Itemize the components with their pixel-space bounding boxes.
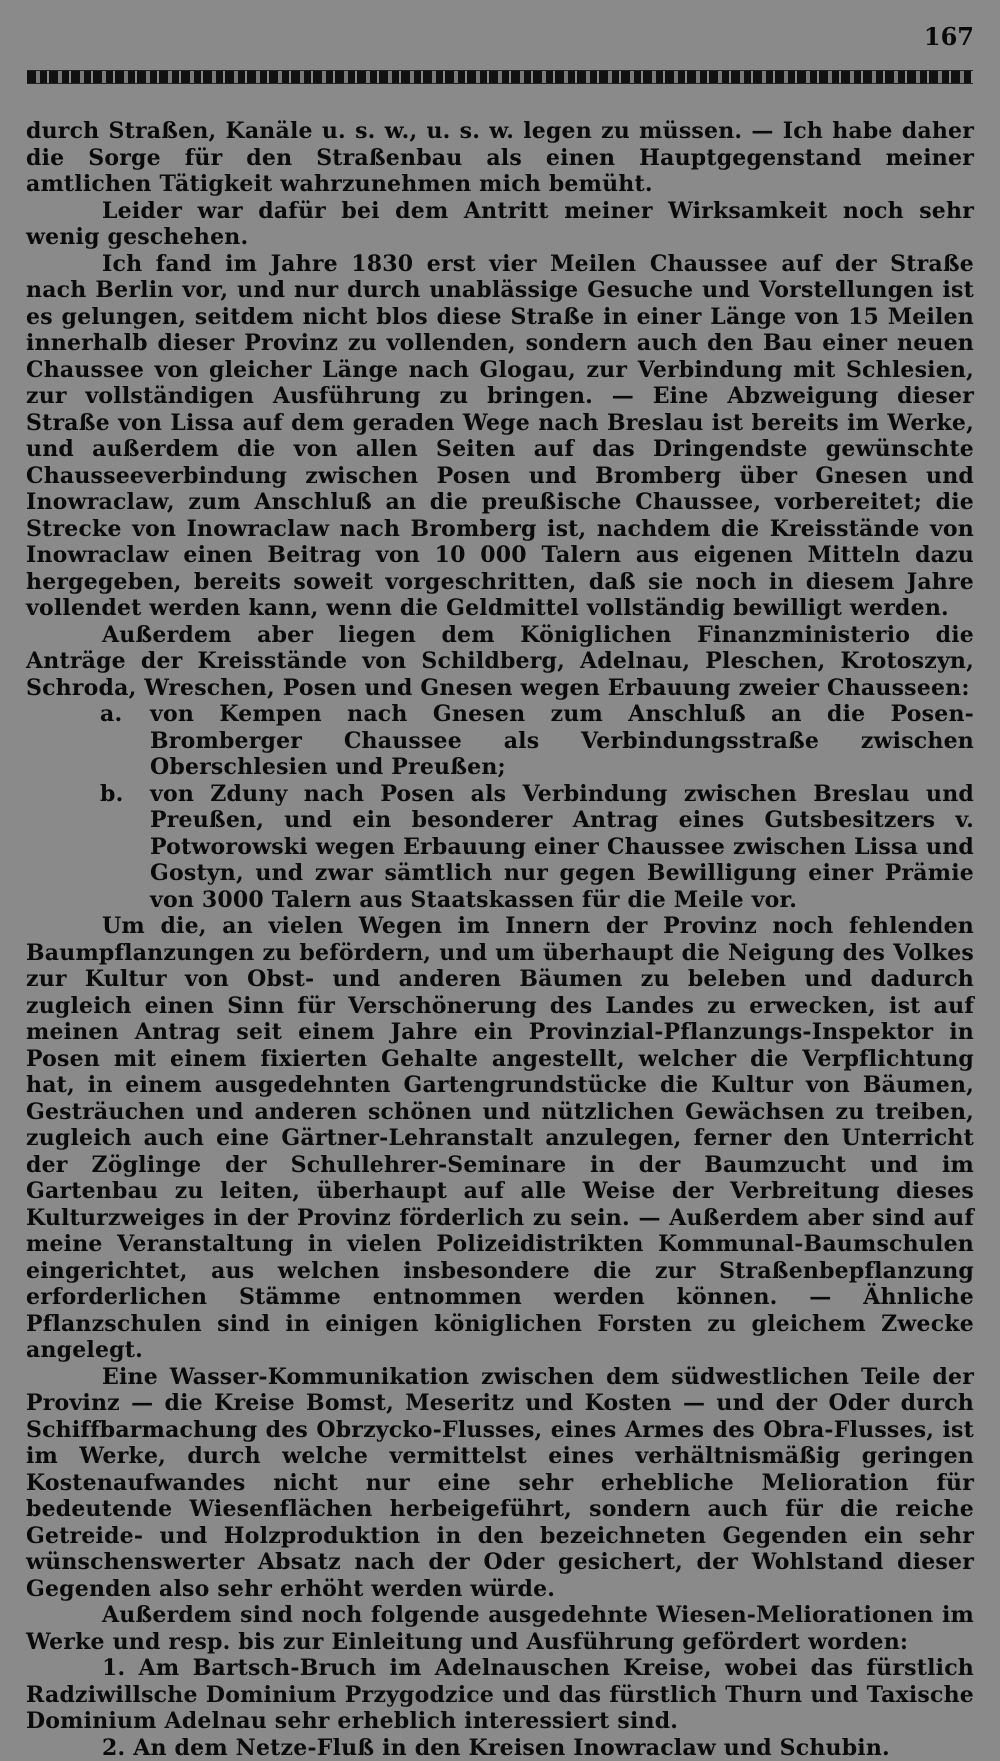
list-marker: a. <box>26 701 150 781</box>
paragraph: Außerdem aber liegen dem Königlichen Finanzministerio die Anträge der Kreisstände von Schildberg, Adelnau, Pleschen, Krotoszyn, Schroda, Wreschen, Posen und Gnesen wegen Erbauung zweier Chausseen: <box>26 622 974 702</box>
list-item <box>26 781 974 914</box>
paragraph: Ich fand im Jahre 1830 erst vier Meilen Chaussee auf der Straße nach Berlin vor, und nur durch unablässige Gesuche und Vorstellungen ist es gelungen, seitdem nicht blos diese Straße in einer Länge von 15 Meilen innerhalb dieser Provinz zu vollenden, sondern auch den Bau einer neuen Chaussee von gleicher Länge nach Glogau, zur Verbindung mit Schlesien, zur vollständigen Ausführung zu bringen. — Eine Abzweigung dieser Straße von Lissa auf dem geraden Wege nach Breslau ist bereits im Werke, und außerdem die von allen Seiten auf das Dringendste gewünschte Chausseeverbindung zwischen Posen und Bromberg über Gnesen und Inowraclaw, zum Anschluß an die preußische Chaussee, vorbereitet; die Strecke von Inowraclaw nach Bromberg ist, nachdem die Kreisstände von Inowraclaw einen Beitrag von 10 000 Talern aus eigenen Mitteln dazu hergegeben, bereits soweit vorgeschritten, daß sie noch in diesem Jahre vollendet werden kann, wenn die Geldmittel vollständig bewilligt werden. <box>26 251 974 622</box>
paragraph: durch Straßen, Kanäle u. s. w., u. s. w. legen zu müssen. — Ich habe daher die Sorge für den Straßenbau als einen Hauptgegenstand meiner amtlichen Tätigkeit wahrzunehmen mich bemüht. <box>26 118 974 198</box>
paragraph: Um die, an vielen Wegen im Innern der Provinz noch fehlenden Baumpflanzungen zu befördern, und um überhaupt die Neigung des Volkes zur Kultur von Obst- und anderen Bäumen zu beleben und dadurch zugleich einen Sinn für Verschönerung des Landes zu erwecken, ist auf meinen Antrag seit einem Jahre ein Provinzial-Pflanzungs-Inspektor in Posen mit einem fixierten Gehalte angestellt, welcher die Verpflichtung hat, in einem ausgedehnten Gartengrundstücke die Kultur von Bäumen, Gesträuchen und anderen schönen und nützlichen Gewächsen zu treiben, zugleich auch eine Gärtner-Lehranstalt anzulegen, ferner den Unterricht der Zöglinge der Schullehrer-Seminare in der Baumzucht und im Gartenbau zu leiten, überhaupt auf alle Weise der Verbreitung dieses Kulturzweiges in der Provinz förderlich zu sein. — Außerdem aber sind auf meine Veranstaltung in vielen Polizeidistrikten Kommunal-Baumschulen eingerichtet, aus welchen insbesondere die zur Straßenbepflanzung erforderlichen Stämme entnommen werden können. — Ähnliche Pflanzschulen sind in einigen königlichen Forsten zu gleichem Zwecke angelegt. <box>26 913 974 1364</box>
list-item-text: von Zduny nach Posen als Verbindung zwischen Breslau und Preußen, und ein besonderer Antrag eines Gutsbesitzers v. Potworowski wegen Erbauung einer Chaussee zwischen Lissa und Gostyn, und zwar sämtlich nur gegen Bewilligung einer Prämie von 3000 Talern aus Staatskassen für die Meile vor. <box>150 781 974 914</box>
body-text <box>26 118 974 1761</box>
list-item-text: von Kempen nach Gnesen zum Anschluß an die Posen-Bromberger Chaussee als Verbindungsstraße zwischen Oberschlesien und Preußen; <box>150 701 974 781</box>
page-number: 167 <box>924 22 974 51</box>
paragraph: Außerdem sind noch folgende ausgedehnte Wiesen-Meliorationen im Werke und resp. bis zur Einleitung und Ausführung gefördert worden: <box>26 1602 974 1655</box>
paragraph: Leider war dafür bei dem Antritt meiner Wirksamkeit noch sehr wenig geschehen. <box>26 198 974 251</box>
paragraph: Eine Wasser-Kommunikation zwischen dem südwestlichen Teile der Provinz — die Kreise Bomst, Meseritz und Kosten — und der Oder durch Schiffbarmachung des Obrzycko-Flusses, eines Armes des Obra-Flusses, ist im Werke, durch welche vermittelst eines verhältnismäßig geringen Kostenaufwandes nicht nur eine sehr erhebliche Melioration für bedeutende Wiesenflächen herbeigeführt, sondern auch für die reiche Getreide- und Holzproduktion in den bezeichneten Gegenden ein sehr wünschenswerter Absatz nach der Oder gesichert, der Wohlstand dieser Gegenden also sehr erhöht werden würde. <box>26 1364 974 1603</box>
list-item: 1. Am Bartsch-Bruch im Adelnauschen Kreise, wobei das fürstlich Radziwillsche Dominium Przygodzice und das fürstlich Thurn und Taxische Dominium Adelnau sehr erheblich interessiert sind. <box>26 1655 974 1735</box>
numbered-list <box>26 1655 974 1761</box>
list-item <box>26 701 974 781</box>
list-item: 2. An dem Netze-Fluß in den Kreisen Inowraclaw und Schubin. <box>26 1735 974 1761</box>
lettered-list <box>26 701 974 913</box>
list-marker: b. <box>26 781 150 914</box>
header-ornament <box>27 70 973 84</box>
